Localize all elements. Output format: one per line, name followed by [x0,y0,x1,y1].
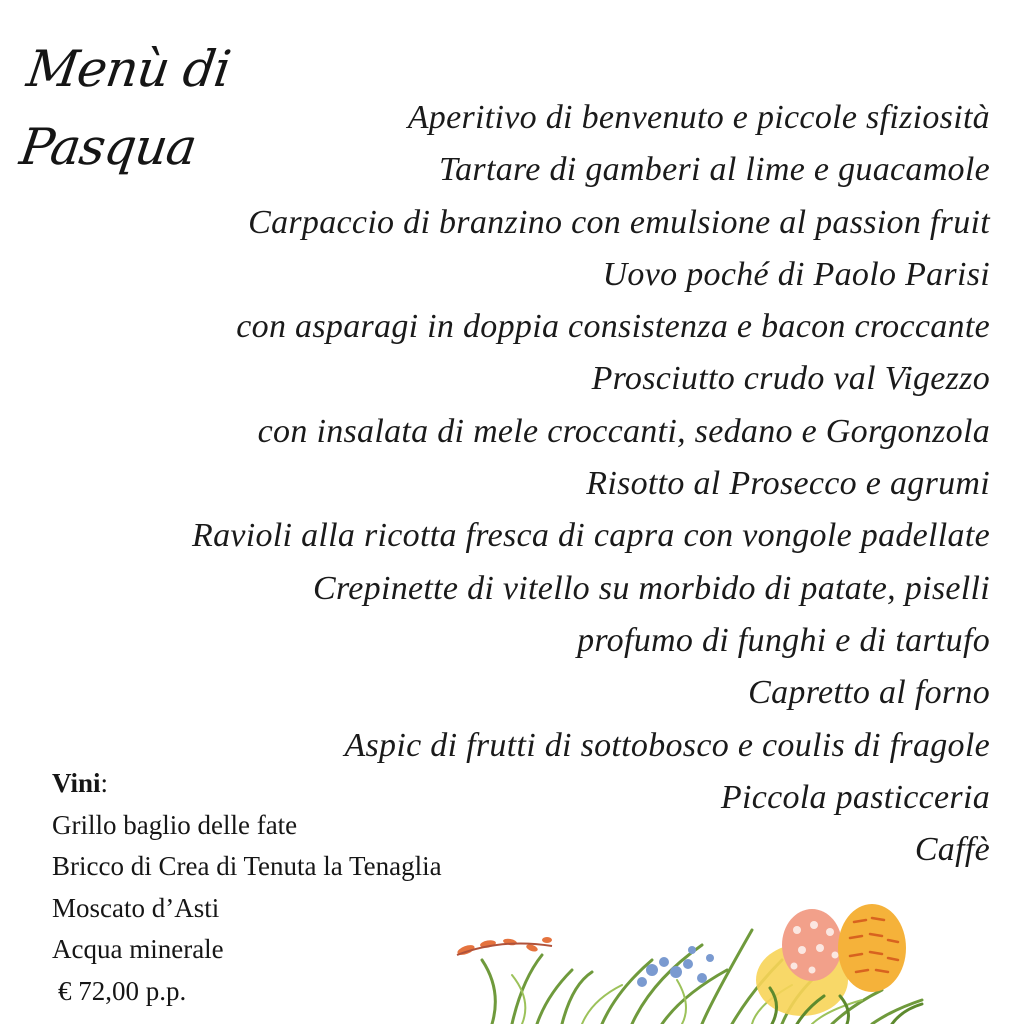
wines-section [52,763,442,1012]
menu-item: Ravioli alla ricotta fresca di capra con vongole padellate [192,517,990,555]
wines-heading: Vini [52,768,101,798]
price-per-person: € 72,00 p.p. [58,975,187,1006]
wine-item: Grillo baglio delle fate [52,809,298,840]
wine-item: Acqua minerale [52,934,224,964]
wines-heading-colon: : [100,768,109,798]
menu-item: Capretto al forno [748,674,990,712]
menu-item: Piccola pasticceria [720,778,990,816]
menu-item: Aspic di frutti di sottobosco e coulis di fragole [344,726,990,764]
menu-item: Tartare di gamberi al lime e guacamole [439,151,990,189]
menu-title-line-1: Menù di [23,40,234,98]
menu-item: Prosciutto crudo val Vigezzo [591,360,990,398]
wines-heading-line [52,763,442,805]
menu-item: Risotto al Prosecco e agrumi [586,465,990,503]
menu-title-line-2: Pasqua [16,118,200,176]
menu-item: con insalata di mele croccanti, sedano e Gorgonzola [257,412,990,450]
wine-item: Moscato d’Asti [52,892,220,923]
wine-item: Bricco di Crea di Tenuta la Tenaglia [52,851,442,881]
easter-eggs-meadow-icon [452,900,932,1024]
menu-item: Uovo poché di Paolo Parisi [602,255,990,293]
menu-item: profumo di funghi e di tartufo [577,621,990,659]
menu-item: Aperitivo di benvenuto e piccole sfiziosità [407,99,990,136]
menu-item: Caffè [914,831,990,869]
menu-item: Carpaccio di branzino con emulsione al passion fruit [248,203,990,241]
menu-item: con asparagi in doppia consistenza e bacon croccante [236,308,990,346]
menu-items-list [130,92,990,876]
menu-item: Crepinette di vitello su morbido di patate, piselli [313,569,990,607]
